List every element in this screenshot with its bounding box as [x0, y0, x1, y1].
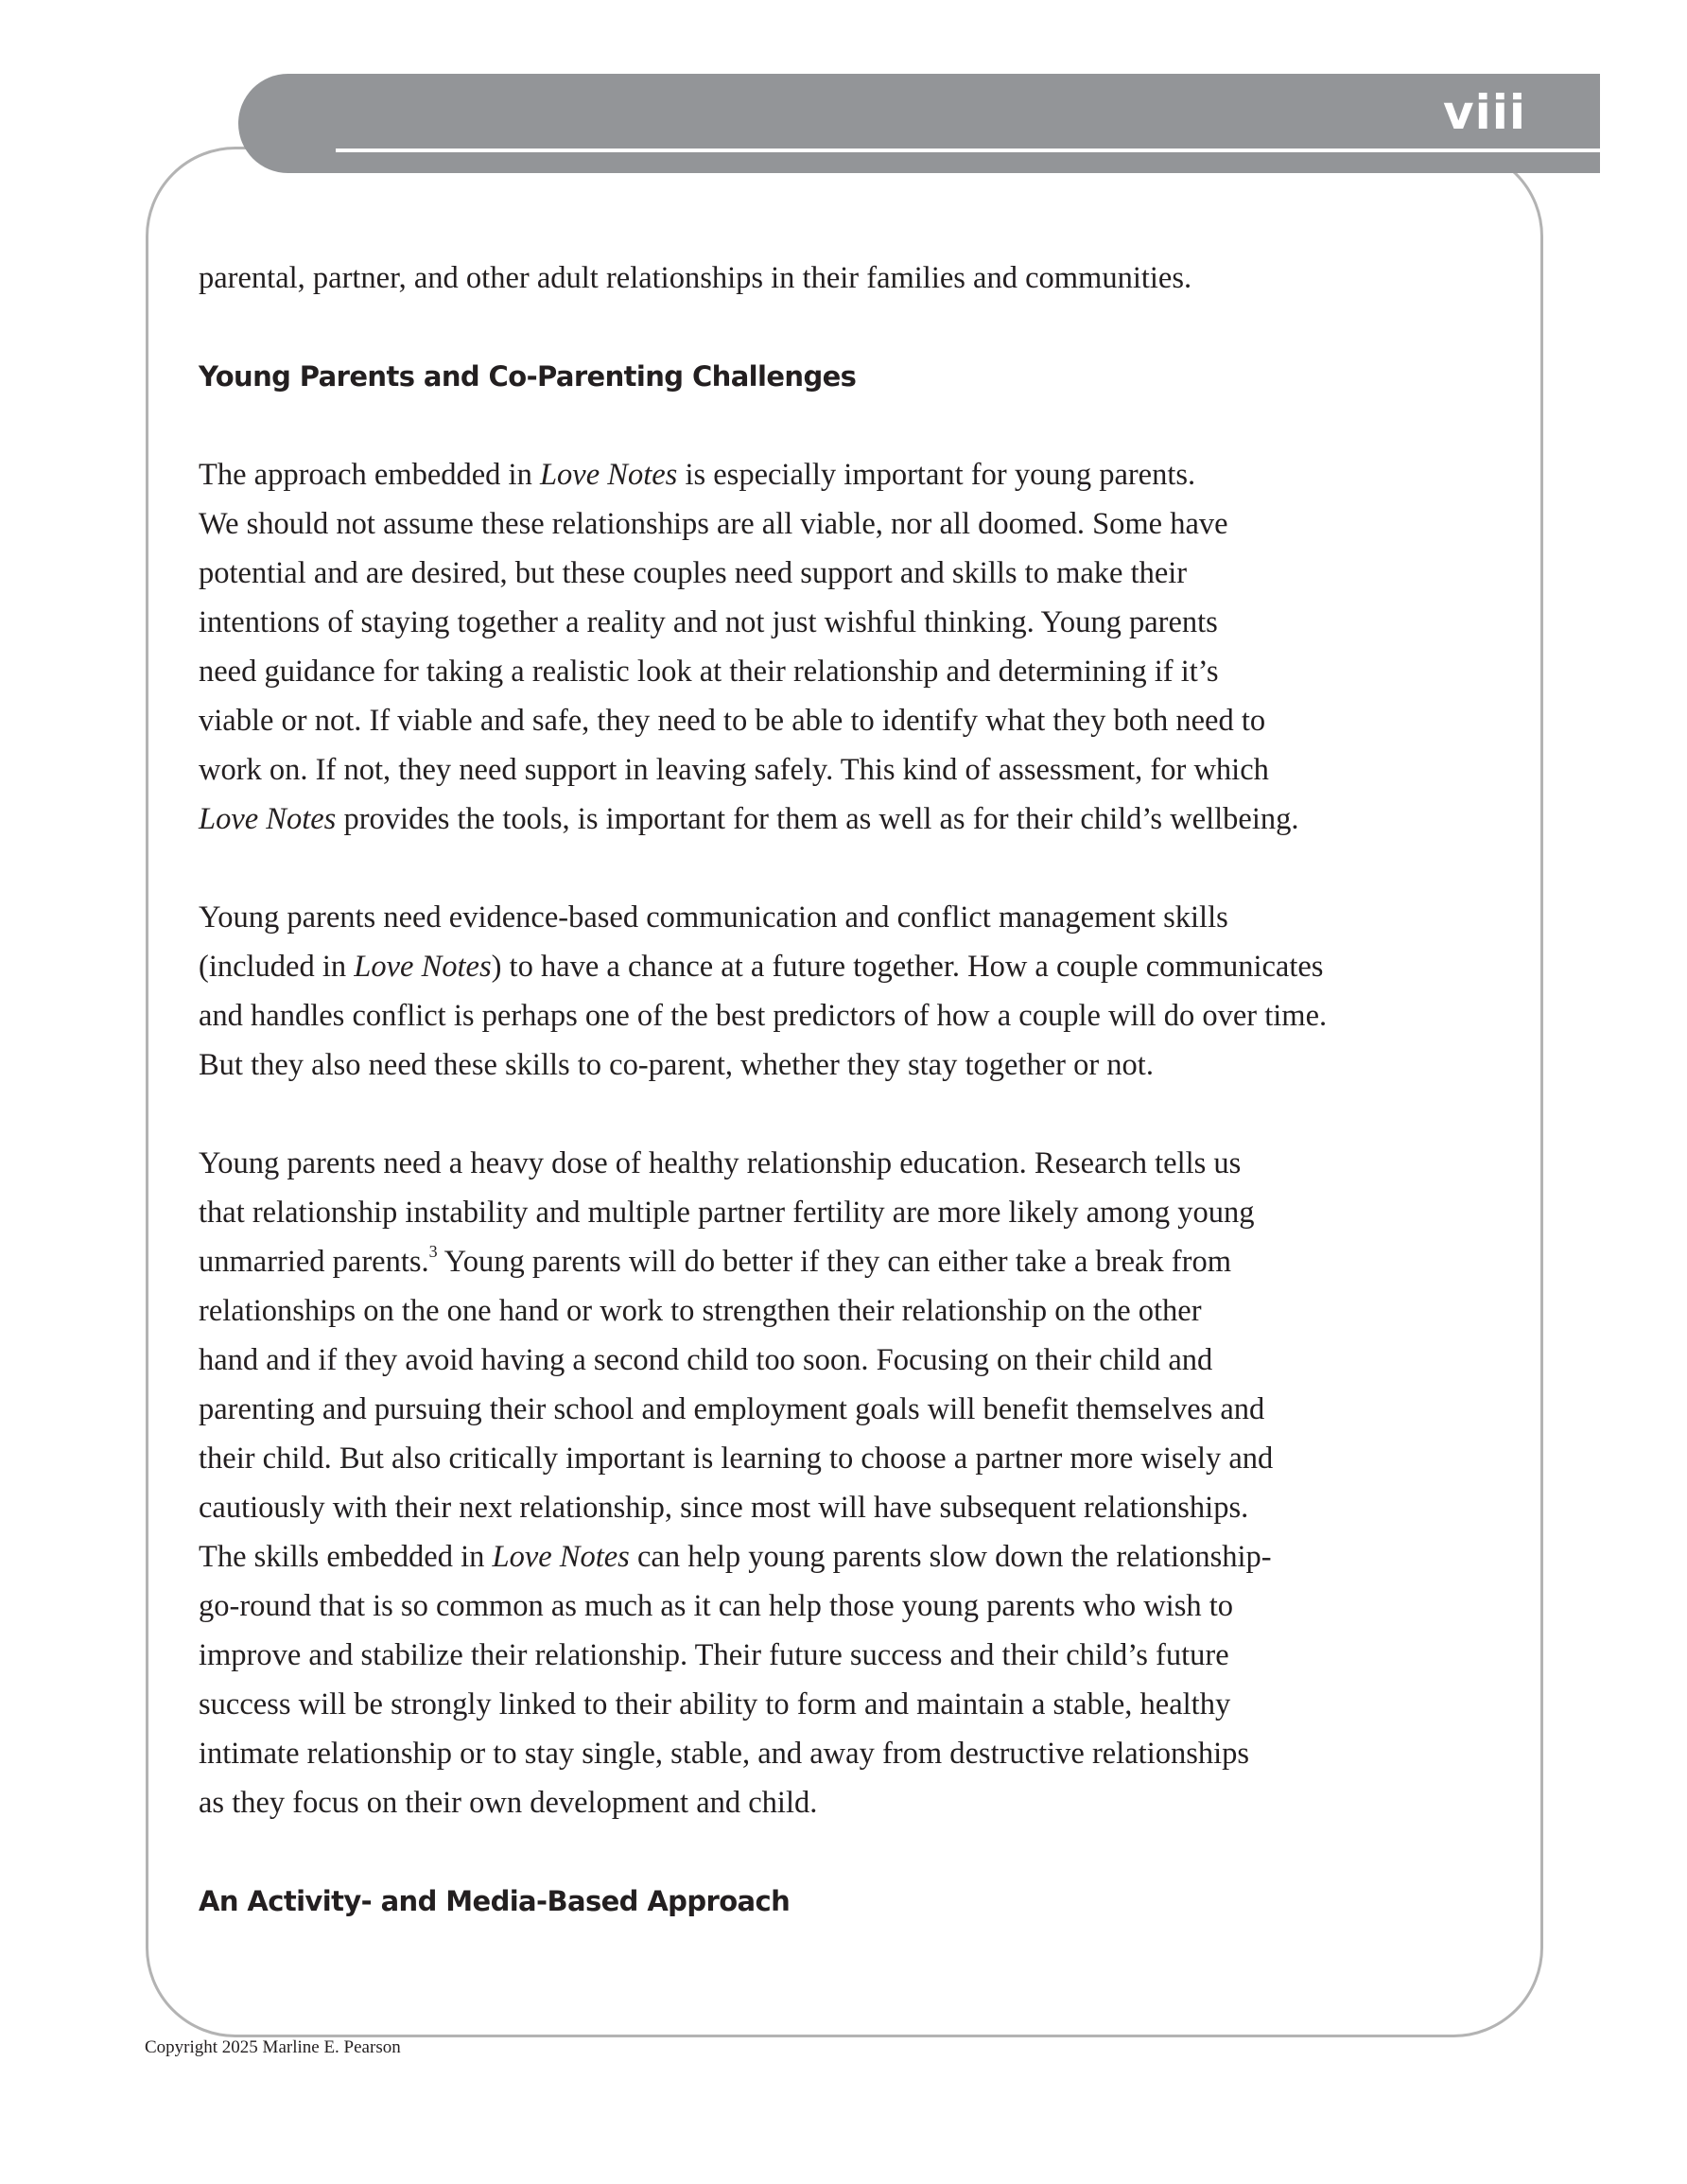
text-line: But they also need these skills to co-parent, whether they stay together or not. — [199, 1048, 1154, 1082]
text-line: unmarried parents.$^3$ Young parents will do better if they can either take a break from — [199, 1242, 1231, 1279]
text-line: Young parents need a heavy dose of healthy relationship education. Research tells us — [199, 1146, 1242, 1180]
text-line: need guidance for taking a realistic look at their relationship and determining if it’s — [199, 655, 1219, 689]
paragraph — [199, 1139, 1504, 1827]
text-line: Young parents need evidence-based communication and conflict management skills — [199, 900, 1228, 935]
book-title: Love Notes — [539, 458, 678, 492]
text-line: go-round that is so common as much as it can help those young parents who wish to — [199, 1589, 1234, 1623]
copyright-notice: Copyright 2025 Marline E. Pearson — [145, 2037, 401, 2057]
book-title: Love Notes — [354, 950, 492, 984]
page-header-tab — [238, 74, 1600, 173]
book-title: Love Notes — [492, 1540, 630, 1574]
text-line: intimate relationship or to stay single, stable, and away from destructive relationships — [199, 1737, 1250, 1771]
intro-line — [199, 253, 1504, 303]
text-line: parenting and pursuing their school and employment goals will benefit themselves and — [199, 1392, 1265, 1426]
paragraph — [199, 893, 1504, 1090]
footnote-ref[interactable]: 3 — [428, 1242, 438, 1262]
page-content — [199, 253, 1504, 1975]
text-line: improve and stabilize their relationship. Their future success and their child’s future — [199, 1638, 1229, 1672]
text-line: their child. But also critically important is learning to choose a partner more wisely and — [199, 1441, 1274, 1476]
text-line: relationships on the one hand or work to strengthen their relationship on the other — [199, 1294, 1202, 1328]
book-title: Love Notes — [199, 802, 337, 836]
section-heading: Young Parents and Co-Parenting Challenges — [199, 360, 857, 393]
text-line: as they focus on their own development and child. — [199, 1786, 818, 1820]
text-line: The skills embedded in Love Notes can help young parents slow down the relationship- — [199, 1540, 1272, 1574]
text-line: Love Notes provides the tools, is important for them as well as for their child’s wellbeing. — [199, 802, 1299, 836]
text-line: hand and if they avoid having a second child too soon. Focusing on their child and — [199, 1343, 1213, 1377]
text-line: (included in Love Notes) to have a chance at a future together. How a couple communicates — [199, 950, 1324, 984]
text-line: that relationship instability and multiple partner fertility are more likely among young — [199, 1196, 1255, 1230]
paragraph — [199, 450, 1504, 844]
text-line: We should not assume these relationships are all viable, nor all doomed. Some have — [199, 507, 1228, 541]
page-number: viii — [1442, 85, 1526, 140]
text-line: cautiously with their next relationship, since most will have subsequent relationships. — [199, 1491, 1249, 1525]
text-line: success will be strongly linked to their ability to form and maintain a stable, healthy — [199, 1687, 1231, 1721]
text-line: potential and are desired, but these couples need support and skills to make their — [199, 556, 1188, 590]
text-line: parental, partner, and other adult relationships in their families and communities. — [199, 261, 1192, 295]
text-line: viable or not. If viable and safe, they need to be able to identify what they both need to — [199, 704, 1266, 738]
section-heading: An Activity- and Media-Based Approach — [199, 1885, 791, 1917]
header-rule — [336, 149, 1600, 152]
text-line: and handles conflict is perhaps one of the best predictors of how a couple will do over time. — [199, 999, 1328, 1033]
text-line: The approach embedded in Love Notes is especially important for young parents. — [199, 458, 1196, 492]
text-line: intentions of staying together a reality and not just wishful thinking. Young parents — [199, 605, 1218, 639]
text-line: work on. If not, they need support in leaving safely. This kind of assessment, for which — [199, 753, 1269, 787]
